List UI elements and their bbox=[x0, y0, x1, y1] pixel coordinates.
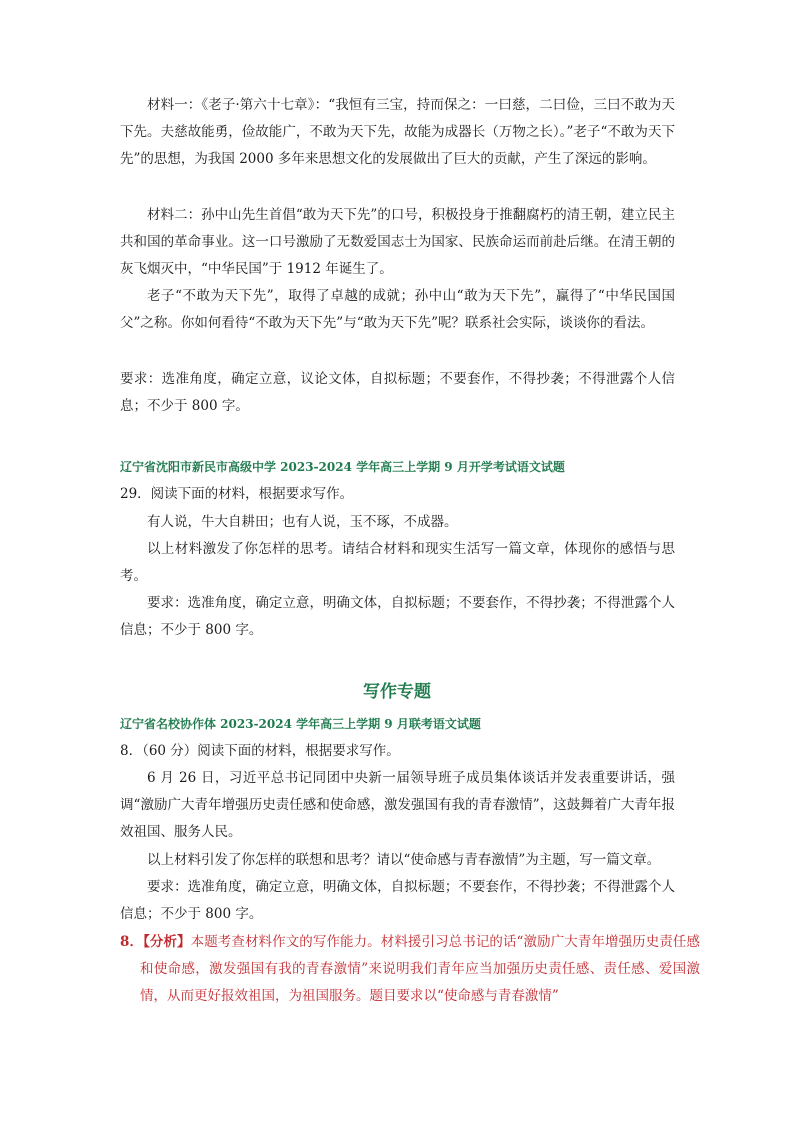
answer-number: 8． bbox=[120, 934, 144, 950]
source-heading: 辽宁省名校协作体 2023-2024 学年高三上学期 9 月联考语文试题 bbox=[120, 717, 481, 731]
section-title: 写作专题 bbox=[363, 682, 431, 702]
analysis-text: 本题考查材料作文的写作能力。材料援引习总书记的话“激励广大青年增强历史责任感和使命感，激发强国有我的青春激情”来说明我们青年应当加强历史责任感、责任感、爱国激情，从而更好报效祖国，为祖国服务。题目要求以“使命感与青春激情” bbox=[140, 934, 700, 1004]
material-one: 材料一：《老子·第六十七章》：“我恒有三宝，持而保之：一曰慈，二曰俭，三曰不敢为天下先。夫慈故能勇，俭故能广，不敢为天下先，故能为成器长（万物之长）。”老子“不敢为天下先”的思想，为我国 2000 多年来思想文化的发展做出了巨大的贡献，产生了深远的影响。 bbox=[120, 97, 675, 167]
question-material: 有人说，牛大自耕田；也有人说，玉不琢，不成器。 bbox=[147, 514, 458, 530]
question-stem: 29．阅读下面的材料，根据要求写作。 bbox=[120, 486, 354, 502]
essay-requirement: 要求：选准角度，确定立意，议论文体，自拟标题；不要套作，不得抄袭；不得泄露个人信息；不少于 800 字。 bbox=[120, 371, 675, 414]
source-heading: 辽宁省沈阳市新民市高级中学 2023-2024 学年高三上学期 9 月开学考试语文试题 bbox=[120, 460, 565, 474]
essay-prompt: 以上材料引发了你怎样的联想和思考？请以“使命感与青春激情”为主题，写一篇文章。 bbox=[147, 852, 661, 868]
material-two: 材料二：孙中山先生首倡“敢为天下先”的口号，积极投身于推翻腐朽的清王朝，建立民主共和国的革命事业。这一口号激励了无数爱国志士为国家、民族命运而前赴后继。在清王朝的灰飞烟灭中，“中华民国”于 1912 年诞生了。 bbox=[120, 207, 675, 277]
essay-prompt: 老子“不敢为天下先”，取得了卓越的成就；孙中山“敢为天下先”，赢得了“中华民国国父”之称。你如何看待“不敢为天下先”与“敢为天下先”呢？联系社会实际，谈谈你的看法。 bbox=[120, 288, 675, 331]
question-stem: 8．（60 分）阅读下面的材料，根据要求写作。 bbox=[120, 743, 400, 759]
essay-requirement: 要求：选准角度，确定立意，明确文体，自拟标题；不要套作，不得抄袭；不得泄露个人信息；不少于 800 字。 bbox=[120, 879, 675, 922]
analysis-tag: 【分析】 bbox=[143, 934, 191, 950]
essay-requirement: 要求：选准角度，确定立意，明确文体，自拟标题；不要套作，不得抄袭；不得泄露个人信息；不少于 800 字。 bbox=[120, 595, 675, 638]
answer-analysis bbox=[120, 929, 700, 1010]
question-material: 6 月 26 日，习近平总书记同团中央新一届领导班子成员集体谈话并发表重要讲话，强调“激励广大青年增强历史责任感和使命感，激发强国有我的青春激情”，这鼓舞着广大青年报效祖国、服务人民。 bbox=[120, 770, 675, 840]
essay-prompt: 以上材料激发了你怎样的思考。请结合材料和现实生活写一篇文章，体现你的感悟与思考。 bbox=[120, 541, 675, 584]
